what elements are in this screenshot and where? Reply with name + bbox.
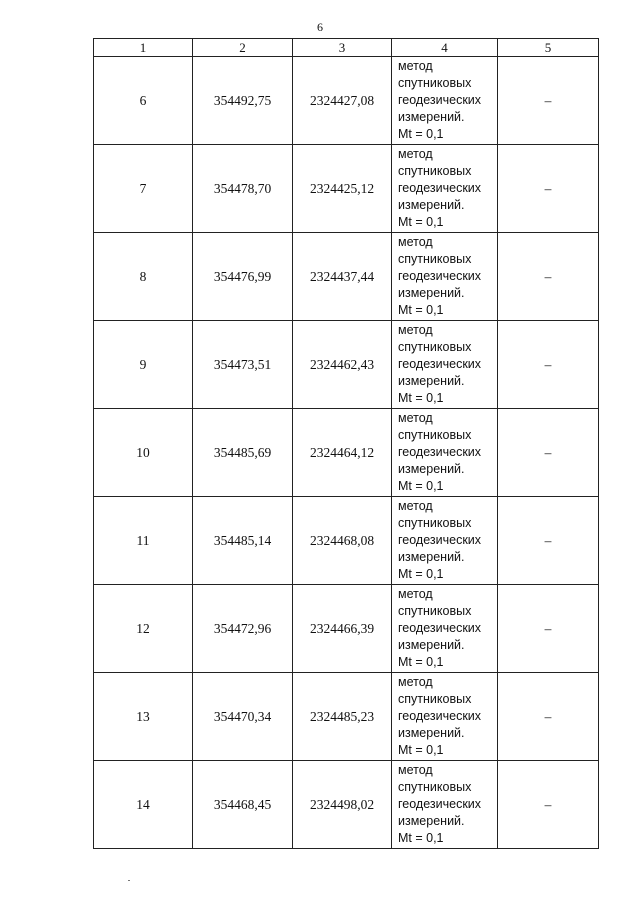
point-number-cell: 11 xyxy=(94,497,193,585)
method-line: измерений. xyxy=(398,462,465,476)
method-line: спутниковых xyxy=(398,516,472,530)
table-row xyxy=(94,497,599,585)
method-cell xyxy=(392,761,498,849)
method-line: метод xyxy=(398,59,433,73)
method-line: метод xyxy=(398,235,433,249)
method-line: метод xyxy=(398,587,433,601)
column-header: 5 xyxy=(498,39,599,57)
point-number-cell: 13 xyxy=(94,673,193,761)
method-line: Mt = 0,1 xyxy=(398,479,444,493)
note-cell: – xyxy=(498,761,599,849)
method-line: геодезических xyxy=(398,93,482,107)
note-cell: – xyxy=(498,321,599,409)
method-line: геодезических xyxy=(398,621,482,635)
x-coordinate-cell: 354476,99 xyxy=(193,233,293,321)
method-line: Mt = 0,1 xyxy=(398,567,444,581)
x-coordinate-cell: 354485,69 xyxy=(193,409,293,497)
point-number-cell: 7 xyxy=(94,145,193,233)
method-cell xyxy=(392,321,498,409)
method-line: Mt = 0,1 xyxy=(398,831,444,845)
point-number-cell: 10 xyxy=(94,409,193,497)
y-coordinate-cell: 2324425,12 xyxy=(293,145,392,233)
method-line: геодезических xyxy=(398,445,482,459)
column-header: 2 xyxy=(193,39,293,57)
method-line: геодезических xyxy=(398,357,482,371)
method-line: метод xyxy=(398,763,433,777)
table-row xyxy=(94,57,599,145)
method-line: измерений. xyxy=(398,286,465,300)
method-line: Mt = 0,1 xyxy=(398,127,444,141)
y-coordinate-cell: 2324427,08 xyxy=(293,57,392,145)
y-coordinate-cell: 2324462,43 xyxy=(293,321,392,409)
method-cell xyxy=(392,409,498,497)
y-coordinate-cell: 2324464,12 xyxy=(293,409,392,497)
table-row xyxy=(94,145,599,233)
table-header-row xyxy=(94,39,599,57)
note-cell: – xyxy=(498,145,599,233)
table-row xyxy=(94,761,599,849)
note-cell: – xyxy=(498,233,599,321)
note-cell: – xyxy=(498,409,599,497)
point-number-cell: 6 xyxy=(94,57,193,145)
y-coordinate-cell: 2324468,08 xyxy=(293,497,392,585)
x-coordinate-cell: 354473,51 xyxy=(193,321,293,409)
column-header: 1 xyxy=(94,39,193,57)
method-line: спутниковых xyxy=(398,252,472,266)
method-line: метод xyxy=(398,499,433,513)
method-line: спутниковых xyxy=(398,604,472,618)
coordinates-table xyxy=(93,38,599,849)
note-cell: – xyxy=(498,585,599,673)
method-line: метод xyxy=(398,675,433,689)
x-coordinate-cell: 354478,70 xyxy=(193,145,293,233)
y-coordinate-cell: 2324498,02 xyxy=(293,761,392,849)
point-number-cell: 8 xyxy=(94,233,193,321)
method-line: геодезических xyxy=(398,269,482,283)
method-line: измерений. xyxy=(398,638,465,652)
table-row xyxy=(94,233,599,321)
column-header: 3 xyxy=(293,39,392,57)
method-line: измерений. xyxy=(398,110,465,124)
method-line: Mt = 0,1 xyxy=(398,303,444,317)
method-line: метод xyxy=(398,147,433,161)
table-body xyxy=(94,57,599,849)
method-cell xyxy=(392,233,498,321)
method-line: Mt = 0,1 xyxy=(398,743,444,757)
method-line: спутниковых xyxy=(398,76,472,90)
method-line: спутниковых xyxy=(398,164,472,178)
method-line: измерений. xyxy=(398,726,465,740)
method-cell xyxy=(392,497,498,585)
table-row xyxy=(94,673,599,761)
note-cell: – xyxy=(498,57,599,145)
method-cell xyxy=(392,585,498,673)
y-coordinate-cell: 2324437,44 xyxy=(293,233,392,321)
method-line: геодезических xyxy=(398,797,482,811)
column-header: 4 xyxy=(392,39,498,57)
x-coordinate-cell: 354468,45 xyxy=(193,761,293,849)
y-coordinate-cell: 2324466,39 xyxy=(293,585,392,673)
method-line: Mt = 0,1 xyxy=(398,655,444,669)
x-coordinate-cell: 354472,96 xyxy=(193,585,293,673)
method-line: спутниковых xyxy=(398,780,472,794)
page-number: 6 xyxy=(317,20,323,34)
method-line: измерений. xyxy=(398,374,465,388)
method-line: измерений. xyxy=(398,550,465,564)
method-line: измерений. xyxy=(398,814,465,828)
point-number-cell: 9 xyxy=(94,321,193,409)
note-cell: – xyxy=(498,673,599,761)
x-coordinate-cell: 354485,14 xyxy=(193,497,293,585)
x-coordinate-cell: 354492,75 xyxy=(193,57,293,145)
method-line: спутниковых xyxy=(398,692,472,706)
method-line: геодезических xyxy=(398,181,482,195)
method-cell xyxy=(392,57,498,145)
method-line: спутниковых xyxy=(398,428,472,442)
method-line: метод xyxy=(398,323,433,337)
method-line: метод xyxy=(398,411,433,425)
method-line: геодезических xyxy=(398,533,482,547)
method-line: спутниковых xyxy=(398,340,472,354)
method-line: геодезических xyxy=(398,709,482,723)
method-line: измерений. xyxy=(398,198,465,212)
point-number-cell: 12 xyxy=(94,585,193,673)
method-cell xyxy=(392,145,498,233)
table-row xyxy=(94,585,599,673)
method-cell xyxy=(392,673,498,761)
method-line: Mt = 0,1 xyxy=(398,391,444,405)
y-coordinate-cell: 2324485,23 xyxy=(293,673,392,761)
point-number-cell: 14 xyxy=(94,761,193,849)
table-row xyxy=(94,409,599,497)
note-cell: – xyxy=(498,497,599,585)
x-coordinate-cell: 354470,34 xyxy=(193,673,293,761)
scan-speck xyxy=(128,880,130,881)
table-row xyxy=(94,321,599,409)
method-line: Mt = 0,1 xyxy=(398,215,444,229)
